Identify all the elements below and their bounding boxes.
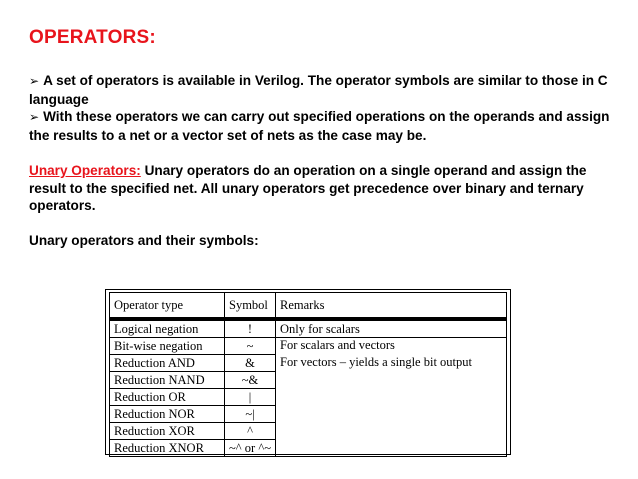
operator-type-cell: Reduction AND [110,355,225,372]
unary-text: Unary operators do an operation on a single operand and assign the result to the specified net. All unary operators get precedence over binary and ternary operators. [29,162,587,214]
table-row [110,319,507,338]
operator-type-cell: Reduction XNOR [110,440,225,457]
operator-type-cell: Reduction NAND [110,372,225,389]
operator-type-cell: Reduction XOR [110,423,225,440]
page-title: OPERATORS: [29,27,156,48]
bullet-text: A set of operators is available in Verilog. The operator symbols are similar to those in C language [29,73,608,107]
remark-cell [276,440,507,457]
table-header-row [110,293,507,320]
unary-paragraph [29,162,614,215]
symbol-cell: ~| [225,406,276,423]
symbol-cell: ~^ or ^~ [225,440,276,457]
content-body [29,72,614,250]
operator-type-cell: Reduction NOR [110,406,225,423]
remark-cell [276,389,507,406]
operator-table-frame [105,289,511,455]
table-row [110,440,507,457]
table-row [110,406,507,423]
remark-cell: Only for scalars [276,319,507,338]
bullet-text: With these operators we can carry out specified operations on the operands and assign the results to a net or a vector set of nets as the case may be. [29,109,610,143]
remark-cell [276,406,507,423]
header-operator-type: Operator type [110,293,225,320]
operator-type-cell: Reduction OR [110,389,225,406]
bullet-item [29,108,614,144]
table-row [110,338,507,355]
remark-cell: For vectors – yields a single bit output [276,355,507,372]
table-row [110,355,507,372]
spacer [29,144,614,162]
operator-type-cell: Bit-wise negation [110,338,225,355]
symbol-cell: & [225,355,276,372]
table-row [110,372,507,389]
table-row [110,389,507,406]
header-remarks: Remarks [276,293,507,320]
arrow-bullet-icon: ➢ [29,110,40,125]
remark-cell [276,423,507,440]
unary-label: Unary Operators: [29,162,141,178]
remark-cell [276,372,507,389]
arrow-bullet-icon: ➢ [29,74,40,88]
symbol-cell: ~& [225,372,276,389]
symbol-cell: ! [225,319,276,338]
bullet-item [29,72,614,108]
table-caption: Unary operators and their symbols: [29,233,259,249]
operator-table [109,292,507,457]
symbol-cell: ~ [225,338,276,355]
symbol-cell: | [225,389,276,406]
symbol-cell: ^ [225,423,276,440]
spacer [29,215,614,233]
operator-type-cell: Logical negation [110,319,225,338]
table-row [110,423,507,440]
remark-cell: For scalars and vectors [276,338,507,355]
header-symbol: Symbol [225,293,276,320]
